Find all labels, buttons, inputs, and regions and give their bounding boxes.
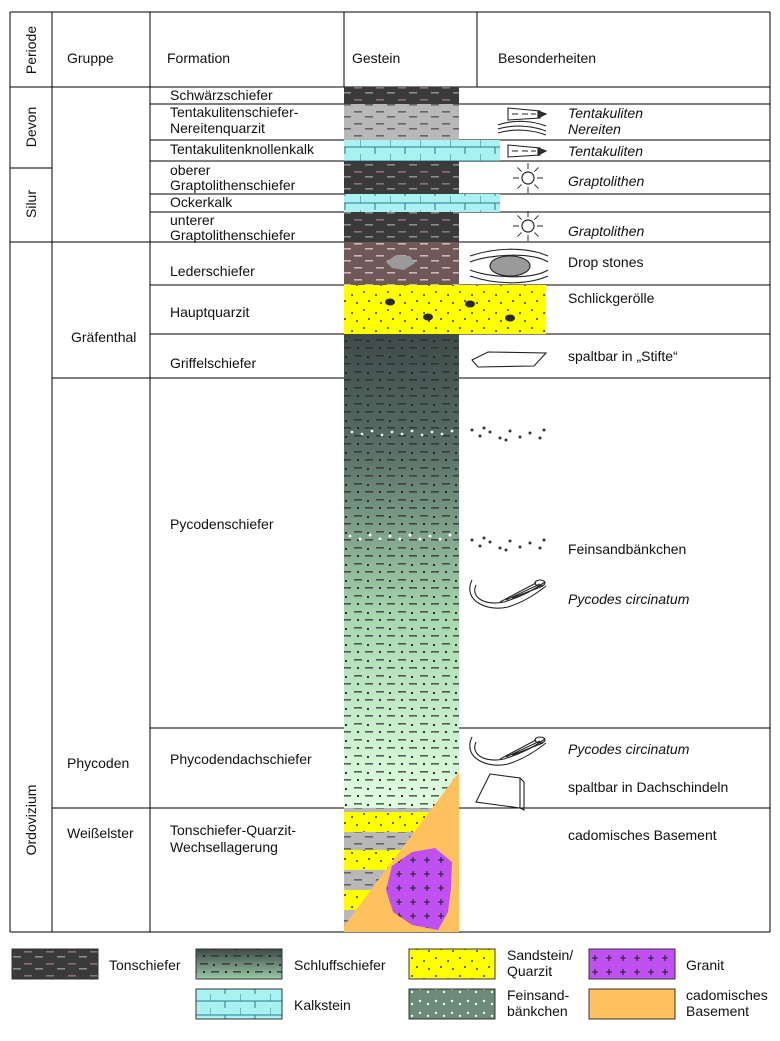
pebble (465, 301, 475, 308)
feature-dachschindeln: spaltbar in Dachschindeln (568, 779, 729, 795)
layer-oberer-graptolithenschiefer (344, 161, 459, 194)
header-features: Besonderheiten (498, 50, 597, 66)
pebble (423, 314, 433, 321)
formation-lederschiefer: Lederschiefer (170, 263, 255, 279)
legend-swatch-granit (589, 949, 675, 979)
formation-griffelschiefer: Griffelschiefer (170, 355, 257, 371)
stifte-icon (472, 352, 546, 367)
legend-label-feinsand: Feinsand- (507, 987, 570, 1003)
header-rock: Gestein (352, 50, 401, 66)
legend-label-basement: cadomisches (686, 987, 768, 1003)
formation-tonschiefer-quarzit: Tonschiefer-Quarzit- (170, 822, 297, 838)
header-period: Periode (23, 25, 39, 75)
formation-ockerkalk: Ockerkalk (170, 194, 233, 210)
feature-graptolithen: Graptolithen (568, 173, 645, 189)
layer-unterer-graptolithenschiefer (344, 212, 459, 242)
period-silur: Silur (23, 189, 39, 219)
feature-pycodes: Pycodes circinatum (568, 591, 690, 607)
formation-phycodendachschiefer: Phycodendachschiefer (170, 751, 312, 767)
pebble (385, 299, 395, 306)
legend-label-feinsand: bänkchen (507, 1003, 568, 1019)
formation-unterer-graptolithenschiefer: unterer (170, 212, 215, 228)
formation-tentakulitenschiefer: Tentakulitenschiefer- (170, 104, 299, 120)
legend-label-sandstein: Quarzit (507, 963, 553, 979)
symbols (470, 108, 548, 810)
dots-icon (471, 427, 546, 442)
feature-nereiten: Nereiten (568, 121, 621, 137)
formation-unterer-graptolithenschiefer: Graptolithenschiefer (170, 227, 296, 243)
legend-swatch-feinsand (409, 989, 495, 1019)
pycodes-icon (470, 580, 546, 608)
header-group: Gruppe (67, 50, 114, 66)
pebble (505, 315, 515, 322)
dachschindel-icon (476, 774, 524, 810)
legend-swatch-tonschiefer (12, 949, 98, 979)
formation-pycodenschiefer: Pycodenschiefer (170, 516, 274, 532)
pycodes-icon (470, 737, 546, 765)
layer-schwaerzschiefer (344, 87, 459, 104)
group-weisselster: Weißelster (67, 825, 134, 841)
nereiten-icon (498, 121, 546, 135)
layer-tentakulitenschiefer (344, 104, 459, 140)
formation-tonschiefer-quarzit: Wechsellagerung (170, 839, 278, 855)
dots-icon (471, 537, 546, 552)
formation-tentakulitenschiefer: Nereitenquarzit (170, 120, 265, 136)
feature-schlickgeroelle: Schlickgerölle (568, 290, 655, 306)
legend-label-kalkstein: Kalkstein (294, 997, 351, 1013)
graptolithen-icon (513, 163, 543, 193)
feature-dropstones: Drop stones (568, 254, 644, 270)
layer-knollenkalk (344, 140, 500, 161)
feature-feinsand: Feinsandbänkchen (568, 541, 687, 557)
layer-schluff-pattern (344, 334, 459, 808)
graptolithen-icon (513, 211, 543, 241)
legend-label-granit: Granit (686, 957, 725, 973)
legend-swatch-kalkstein (196, 989, 282, 1019)
formation-knollenkalk: Tentakulitenknollenkalk (170, 141, 314, 157)
legend-swatch-schluff-pattern (196, 949, 282, 979)
legend-label-tonschiefer: Tonschiefer (109, 957, 181, 973)
header-formation: Formation (167, 50, 231, 66)
legend-swatch-sandstein (409, 949, 495, 979)
legend-swatch-basement (589, 989, 675, 1019)
tentakuliten-icon (508, 145, 546, 157)
period-ordovizium: Ordovizium (23, 784, 39, 856)
layer-ockerkalk (344, 194, 500, 212)
layer-hauptquarzit (344, 285, 546, 334)
feature-tentakuliten: Tentakuliten (568, 105, 643, 121)
formation-hauptquarzit: Hauptquarzit (170, 304, 250, 320)
legend-label-basement: Basement (686, 1003, 750, 1019)
group-phycoden: Phycoden (67, 755, 130, 771)
legend-label-sandstein: Sandstein/ (507, 947, 574, 963)
feature-tentakuliten: Tentakuliten (568, 143, 643, 159)
formation-oberer-graptolithenschiefer: Graptolithenschiefer (170, 177, 296, 193)
formation-schwaerzschiefer: Schwärzschiefer (170, 87, 273, 103)
tentakuliten-icon (508, 108, 546, 120)
period-devon: Devon (23, 106, 39, 148)
formation-oberer-graptolithenschiefer: oberer (170, 162, 211, 178)
dropstone-icon (470, 249, 548, 283)
feature-pycodes: Pycodes circinatum (568, 741, 690, 757)
group-graefenthal: Gräfenthal (71, 329, 137, 345)
feature-stifte: spaltbar in „Stifte“ (568, 348, 678, 364)
feature-graptolithen: Graptolithen (568, 223, 645, 239)
legend-label-schluffschiefer: Schluffschiefer (294, 957, 386, 973)
feature-basement: cadomisches Basement (568, 827, 717, 843)
